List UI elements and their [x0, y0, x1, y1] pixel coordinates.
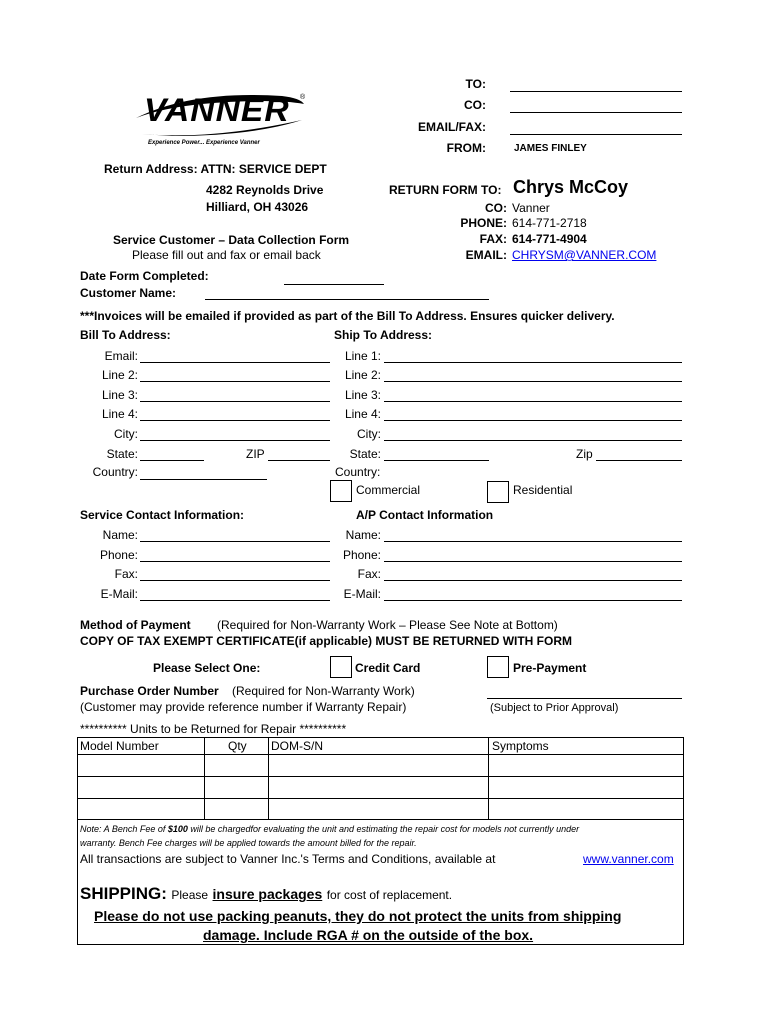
column-header: Qty: [228, 739, 247, 753]
bench-fee-note-line2: warranty. Bench Fee charges will be applied towards the amount billed for the repair.: [80, 838, 417, 848]
ap-fax-label: Fax:: [357, 567, 381, 581]
return-email-link[interactable]: CHRYSM@VANNER.COM: [512, 248, 657, 262]
ship-line4-line[interactable]: [384, 420, 682, 421]
bench-fee-note: [80, 824, 579, 834]
co-label: CO:: [464, 98, 486, 112]
return-co-label: CO:: [485, 201, 507, 215]
ap-phone-label: Phone:: [342, 548, 381, 562]
ship-line4-label: Line 4:: [344, 407, 381, 421]
return-form-label: RETURN FORM TO:: [389, 183, 502, 197]
return-fax-label: FAX:: [479, 232, 507, 246]
service-name-line[interactable]: [140, 541, 330, 542]
vanner-logo: [132, 88, 310, 150]
logo-registered-mark: ®: [300, 94, 306, 101]
prior-approval-note: (Subject to Prior Approval): [490, 702, 619, 714]
ship-zip-label: Zip: [576, 447, 593, 461]
ship-line3-line[interactable]: [384, 401, 682, 402]
return-address-street: 4282 Reynolds Drive: [206, 183, 324, 197]
residential-label: Residential: [513, 483, 573, 497]
ap-phone-line[interactable]: [384, 561, 682, 562]
bill-city-label: City:: [114, 427, 138, 441]
service-fax-label: Fax:: [114, 567, 138, 581]
ship-line2-line[interactable]: [384, 381, 682, 382]
return-phone-value: 614-771-2718: [512, 216, 587, 230]
logo-wordmark: VANNER: [144, 92, 290, 128]
column-header: Symptoms: [492, 739, 549, 753]
return-address-label: Return Address: ATTN: SERVICE DEPT: [104, 162, 327, 176]
bench-fee-amount: $100: [167, 824, 188, 834]
shipping-warning-line2: damage. Include RGA # on the outside of the box.: [203, 927, 534, 943]
bill-city-line[interactable]: [140, 440, 330, 441]
bill-zip-line[interactable]: [268, 460, 330, 461]
po-note: (Required for Non-Warranty Work): [232, 684, 415, 698]
ap-name-line[interactable]: [384, 541, 682, 542]
bench-fee-suffix: will be chargedfor evaluating the unit and estimating the repair cost for models not currently under: [187, 824, 580, 834]
credit-card-label: Credit Card: [355, 661, 421, 675]
notes-box: [77, 819, 684, 945]
logo-tagline: Experience Power... Experience Vanner: [148, 140, 260, 146]
ship-state-line[interactable]: [384, 460, 489, 461]
return-co-value: Vanner: [512, 201, 550, 215]
ap-fax-line[interactable]: [384, 580, 682, 581]
payment-method-label: Method of Payment: [80, 618, 191, 632]
form-subtitle: Please fill out and fax or email back: [132, 248, 321, 262]
bill-country-label: Country:: [92, 465, 138, 479]
table-row[interactable]: [78, 799, 683, 819]
bill-line4-label: Line 4:: [101, 407, 138, 421]
bill-to-title: Bill To Address:: [80, 328, 171, 342]
terms-text: All transactions are subject to Vanner Inc.'s Terms and Conditions, available at: [80, 852, 496, 866]
return-address-city: Hilliard, OH 43026: [206, 200, 309, 214]
service-phone-line[interactable]: [140, 561, 330, 562]
bill-line3-line[interactable]: [140, 401, 330, 402]
tax-exempt-note: COPY OF TAX EXEMPT CERTIFICATE(if applicable) MUST BE RETURNED WITH FORM: [80, 634, 573, 648]
return-fax-value: 614-771-4904: [512, 232, 587, 246]
invoice-note: ***Invoices will be emailed if provided as part of the Bill To Address. Ensures quicker delivery.: [80, 309, 615, 323]
to-line[interactable]: [510, 91, 682, 92]
units-table-title: ********** Units to be Returned for Repair **********: [80, 722, 347, 736]
bill-line4-line[interactable]: [140, 420, 330, 421]
ship-country-label: Country:: [335, 465, 381, 479]
select-one-label: Please Select One:: [153, 661, 261, 675]
po-number-line[interactable]: [487, 698, 682, 699]
service-contact-title: Service Contact Information:: [80, 508, 245, 522]
from-label: FROM:: [446, 141, 486, 155]
table-header-row: [78, 738, 683, 755]
to-label: TO:: [465, 77, 486, 91]
pre-payment-checkbox[interactable]: [487, 656, 509, 678]
column-divider: [204, 738, 205, 820]
bill-line3-label: Line 3:: [101, 388, 138, 402]
commercial-label: Commercial: [356, 483, 421, 497]
service-name-label: Name:: [102, 528, 138, 542]
ship-city-label: City:: [357, 427, 381, 441]
po-label: Purchase Order Number: [80, 684, 219, 698]
return-email-label: EMAIL:: [465, 248, 507, 262]
shipping-rest: for cost of replacement.: [326, 888, 453, 902]
service-email-line[interactable]: [140, 600, 330, 601]
bill-line2-line[interactable]: [140, 381, 330, 382]
from-value: JAMES FINLEY: [514, 143, 587, 154]
column-header: Model Number: [80, 739, 159, 753]
ship-state-label: State:: [349, 447, 381, 461]
bill-zip-label: ZIP: [246, 447, 265, 461]
bill-email-line[interactable]: [140, 362, 330, 363]
form-title: Service Customer – Data Collection Form: [113, 233, 350, 247]
table-row[interactable]: [78, 754, 683, 777]
bill-state-label: State:: [106, 447, 138, 461]
ship-to-title: Ship To Address:: [334, 328, 433, 342]
service-email-label: E-Mail:: [100, 587, 138, 601]
credit-card-checkbox[interactable]: [330, 656, 352, 678]
email-fax-line[interactable]: [510, 134, 682, 135]
column-divider: [488, 738, 489, 820]
ship-line1-line[interactable]: [384, 362, 682, 363]
co-line[interactable]: [510, 112, 682, 113]
po-ref-note: (Customer may provide reference number if Warranty Repair): [80, 700, 407, 714]
bill-country-line[interactable]: [140, 479, 267, 480]
ap-email-line[interactable]: [384, 600, 682, 601]
return-form-name: Chrys McCoy: [513, 177, 629, 197]
pre-payment-label: Pre-Payment: [513, 661, 587, 675]
terms-link[interactable]: www.vanner.com: [583, 852, 674, 866]
service-phone-label: Phone:: [99, 548, 138, 562]
shipping-line: [80, 884, 452, 904]
column-header: DOM-S/N: [271, 739, 323, 753]
units-table: [77, 737, 684, 820]
ship-line1-label: Line 1:: [344, 349, 381, 363]
date-completed-label: Date Form Completed:: [80, 269, 209, 283]
customer-name-label: Customer Name:: [80, 286, 177, 300]
table-row[interactable]: [78, 777, 683, 799]
commercial-checkbox[interactable]: [330, 480, 352, 502]
bill-email-label: Email:: [104, 349, 138, 363]
return-phone-label: PHONE:: [460, 216, 507, 230]
ship-zip-line[interactable]: [596, 460, 682, 461]
ap-contact-title: A/P Contact Information: [356, 508, 494, 522]
shipping-insure: insure packages: [212, 886, 323, 902]
ship-line2-label: Line 2:: [344, 368, 381, 382]
payment-method-note: (Required for Non-Warranty Work – Please See Note at Bottom): [217, 618, 558, 632]
shipping-please: Please: [171, 888, 209, 902]
ship-city-line[interactable]: [384, 440, 682, 441]
ap-name-label: Name:: [345, 528, 381, 542]
email-fax-label: EMAIL/FAX:: [418, 120, 486, 134]
bill-state-line[interactable]: [140, 460, 204, 461]
column-divider: [268, 738, 269, 820]
bench-fee-prefix: Note: A Bench Fee of: [80, 824, 168, 834]
shipping-warning-line1: Please do not use packing peanuts, they do not protect the units from shipping: [94, 908, 622, 924]
ap-email-label: E-Mail:: [343, 587, 381, 601]
residential-checkbox[interactable]: [487, 481, 509, 503]
date-completed-line[interactable]: [284, 284, 384, 285]
ship-line3-label: Line 3:: [344, 388, 381, 402]
customer-name-line[interactable]: [205, 299, 489, 300]
shipping-heading: SHIPPING:: [80, 884, 167, 903]
bill-line2-label: Line 2:: [101, 368, 138, 382]
service-fax-line[interactable]: [140, 580, 330, 581]
